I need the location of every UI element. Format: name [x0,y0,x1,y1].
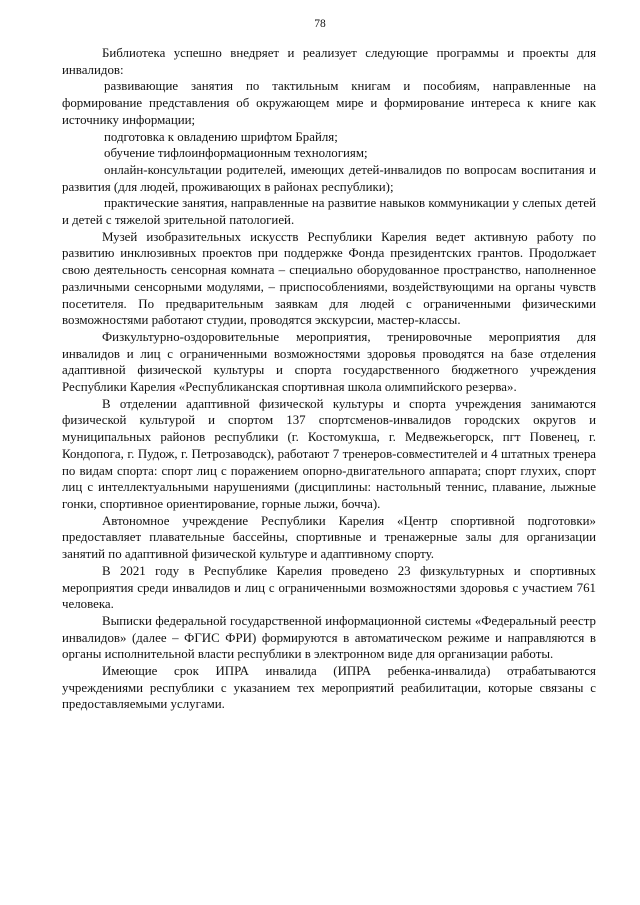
body-text [62,45,596,713]
paragraph: Библиотека успешно внедряет и реализует следующие программы и проекты для инвалидов: [62,46,596,77]
list-item: практические занятия, направленные на развитие навыков коммуникации у слепых детей и детей с тяжелой зрительной патологией. [62,196,596,228]
paragraph: Автономное учреждение Республики Карелия «Центр спортивной подготовки» предоставляет плавательные бассейны, спортивные и тренажерные залы для организации занятий по адаптивной физической культуре и адаптивному спорту. [62,513,596,562]
paragraph: Физкультурно-оздоровительные мероприятия, тренировочные мероприятия для инвалидов и лиц с ограниченными возможностями здоровья проводятся на базе отделения адаптивной физической культуры и спорта государственного бюджетного учреждения Республики Карелия «Республиканская спортивная школа олимпийского резерва». [62,329,596,395]
list-item: развивающие занятия по тактильным книгам и пособиям, направленные на формирование представления об окружающем мире и формирование интереса к книге как источнику информации; [62,79,596,127]
list-item: онлайн-консультации родителей, имеющих детей-инвалидов по вопросам воспитания и развития (для людей, проживающих в районах республики); [62,162,596,194]
paragraph: Музей изобразительных искусств Республики Карелия ведет активную работу по развитию инклюзивных проектов при поддержке Фонда президентских грантов. Продолжает свою деятельность сенсорная комната – специально оборудованное пространство, наполненное различными сенсорными модулями, – приспособлениями, воздействующими на органы чувств посетителя. По предварительным заявкам для людей с ограниченными физическими возможностями работают студии, проводятся экскурсии, мастер-классы. [62,229,596,328]
paragraph: В 2021 году в Республике Карелия проведено 23 физкультурных и спортивных мероприятия среди инвалидов и лиц с ограниченными возможностями здоровья с участием 761 человека. [62,563,596,612]
list-item: обучение тифлоинформационным технологиям; [104,146,368,161]
page-number: 78 [314,18,326,30]
list-item: подготовка к овладению шрифтом Брайля; [104,129,338,144]
paragraph: Имеющие срок ИПРА инвалида (ИПРА ребенка-инвалида) отрабатываются учреждениями республики с указанием тех мероприятий реабилитации, которые связаны с предоставляемыми услугами. [62,664,596,712]
paragraph: Выписки федеральной государственной информационной системы «Федеральный реестр инвалидов» (далее – ФГИС ФРИ) формируются в автоматическом режиме и направляются в органы исполнительной власти республики в электронном виде для организации работы. [62,613,596,662]
paragraph: В отделении адаптивной физической культуры и спорта учреждения занимаются физической культурой и спортом 137 спортсменов-инвалидов городских округов и муниципальных районов республики (г. Костомукша, г. Медвежьегорск, пгт Повенец, г. Кондопога, г. Пудож, г. Петрозаводск), работают 7 тренеров-совместителей и 4 штатных тренера по видам спорта: спорт лиц с поражением опорно-двигательного аппарата; спорт глухих, спорт лиц с интеллектуальными нарушениями (дисциплины: настольный теннис, плавание, лыжные гонки, спортивное ориентирование, горные лыжи, бочча). [62,396,596,511]
